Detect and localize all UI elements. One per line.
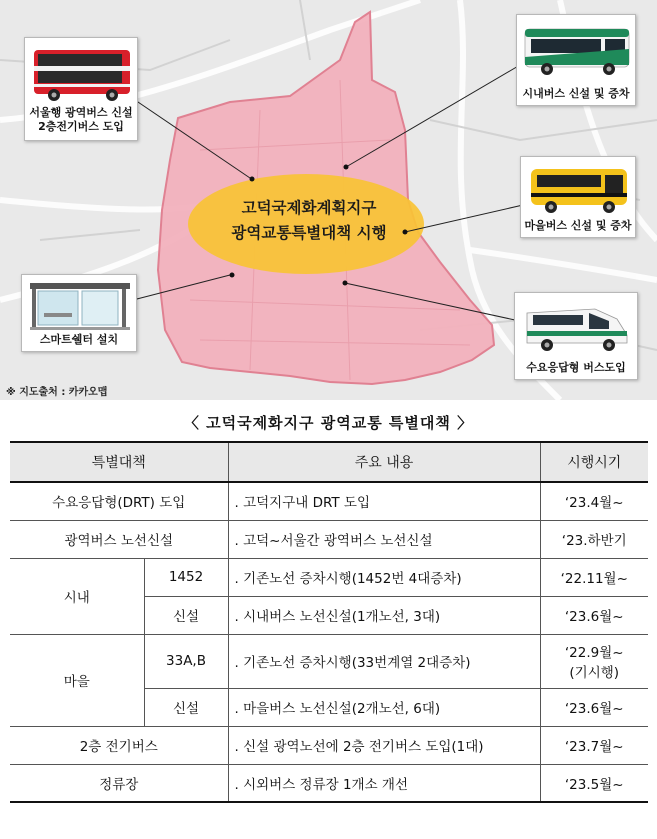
row-village-new-content: . 마을버스 노선신설(2개노선, 6대)	[228, 688, 540, 726]
row-drt-timing: ‘23.4월~	[540, 482, 648, 520]
row-village-new-timing: ‘23.6월~	[540, 688, 648, 726]
row-city-new-timing: ‘23.6월~	[540, 596, 648, 634]
callout-village-bus	[520, 156, 636, 238]
callout-city-bus	[516, 14, 636, 106]
callout-city-bus-label: 시내버스 신설 및 증차	[522, 87, 630, 100]
map-source-note: ※ 지도출처 : 카카오맵	[6, 387, 108, 398]
table-row	[10, 764, 648, 802]
table-row	[10, 558, 648, 596]
zone-label-line2: 광역교통특별대책 시행	[231, 224, 387, 242]
table-row	[10, 482, 648, 520]
header-content: 주요 내용	[228, 442, 540, 482]
zone-label	[204, 196, 414, 246]
callout-smart-shelter-label: 스마트쉘터 설치	[39, 333, 119, 346]
row-wide-bus-measure: 광역버스 노선신설	[10, 520, 228, 558]
city-bus-icon	[519, 19, 635, 81]
row-double-decker-timing: ‘23.7월~	[540, 726, 648, 764]
row-stop-timing: ‘23.5월~	[540, 764, 648, 802]
row-village-33-timing	[540, 634, 648, 688]
callout-double-decker-bus	[24, 37, 138, 141]
table-row	[10, 634, 648, 688]
row-stop-measure: 정류장	[10, 764, 228, 802]
table-row	[10, 726, 648, 764]
row-city-1452-sub: 1452	[144, 558, 228, 596]
table-row	[10, 520, 648, 558]
row-city-new-content: . 시내버스 노선신설(1개노선, 3대)	[228, 596, 540, 634]
row-drt-content: . 고덕지구내 DRT 도입	[228, 482, 540, 520]
village-bus-icon	[523, 159, 635, 217]
row-city-group: 시내	[10, 558, 144, 634]
callout-drt-bus-label: 수요응답형 버스도입	[526, 361, 626, 374]
row-double-decker-content: . 신설 광역노선에 2층 전기버스 도입(1대)	[228, 726, 540, 764]
row-city-1452-timing: ‘22.11월~	[540, 558, 648, 596]
callout-double-decker-line2: 2층전기버스 도입	[38, 120, 124, 133]
callout-double-decker-line1: 서울행 광역버스 신설	[29, 106, 133, 119]
header-timing: 시행시기	[540, 442, 648, 482]
row-village-group: 마을	[10, 634, 144, 726]
table-title: 〈 고덕국제화지구 광역교통 특별대책 〉	[183, 414, 474, 432]
table-header-row	[10, 442, 648, 482]
callout-smart-shelter	[21, 274, 137, 352]
row-stop-content: . 시외버스 정류장 1개소 개선	[228, 764, 540, 802]
row-wide-bus-content: . 고덕~서울간 광역버스 노선신설	[228, 520, 540, 558]
row-village-33-timing-line1: ‘22.9월~	[564, 645, 624, 661]
bus-shelter-icon	[24, 277, 136, 333]
row-wide-bus-timing: ‘23.하반기	[540, 520, 648, 558]
row-village-33-sub: 33A,B	[144, 634, 228, 688]
measures-table	[10, 441, 648, 803]
row-drt-measure: 수요응답형(DRT) 도입	[10, 482, 228, 520]
callout-drt-bus	[514, 292, 638, 380]
header-measure: 특별대책	[10, 442, 228, 482]
zone-label-line1: 고덕국제화계획지구	[241, 199, 377, 217]
row-village-new-sub: 신설	[144, 688, 228, 726]
row-city-1452-content: . 기존노선 증차시행(1452번 4대증차)	[228, 558, 540, 596]
callout-village-bus-label: 마을버스 신설 및 증차	[524, 219, 632, 232]
row-double-decker-measure: 2층 전기버스	[10, 726, 228, 764]
double-decker-bus-icon	[26, 44, 138, 104]
row-village-33-timing-line2: (기시행)	[569, 665, 620, 681]
drt-van-icon	[517, 295, 637, 357]
row-city-new-sub: 신설	[144, 596, 228, 634]
row-village-33-content: . 기존노선 증차시행(33번계열 2대증차)	[228, 634, 540, 688]
district-map	[0, 0, 657, 400]
